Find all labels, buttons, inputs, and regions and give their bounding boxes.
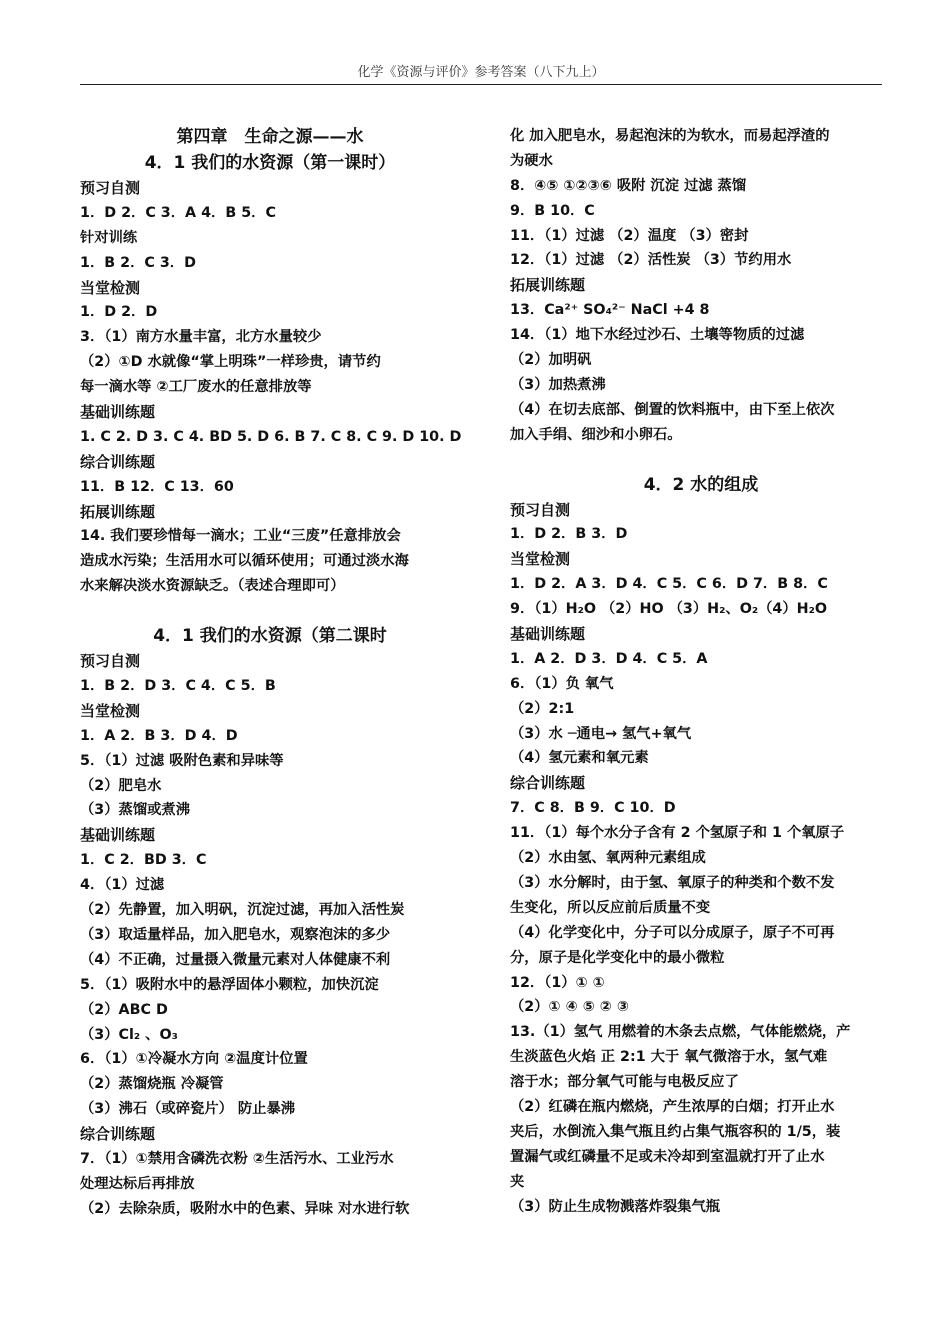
answer-line: 1．D 2．D	[80, 304, 158, 321]
subsection-heading: 预习自测	[80, 652, 141, 671]
answer-line: （3）取适量样品，加入肥皂水，观察泡沫的多少	[80, 926, 391, 943]
answer-line: 夹	[510, 1173, 525, 1190]
answer-line: 置漏气或红磷量不足或未冷却到室温就打开了止水	[510, 1148, 825, 1165]
section-title: 4．1 我们的水资源（第二课时	[153, 626, 387, 647]
answer-line: 11．（1）过滤 （2）温度 （3）密封	[510, 227, 749, 244]
answer-line: （2）肥皂水	[80, 777, 162, 794]
answer-line: 针对训练	[80, 229, 138, 246]
answer-line: （2）①D 水就像“掌上明珠”一样珍贵，请节约	[80, 354, 381, 371]
answer-line: 1．C 2．BD 3．C	[80, 852, 207, 869]
answer-line: 1．B 2．C 3．D	[80, 254, 196, 271]
subsection-heading: 基础训练题	[80, 826, 156, 845]
answer-line: 1．D 2．B 3．D	[510, 526, 628, 543]
answer-line: 夹后，水倒流入集气瓶且约占集气瓶容积的 1/5，装	[510, 1123, 841, 1140]
subsection-heading: 预习自测	[510, 500, 571, 519]
answer-line: （4）氢元素和氧元素	[510, 750, 649, 767]
answer-line: （3）防止生成物溅落炸裂集气瓶	[510, 1198, 721, 1215]
answer-line: （2）2:1	[510, 700, 575, 717]
answer-line: （2）加明矾	[510, 352, 592, 369]
answer-line: 5．（1）吸附水中的悬浮固体小颗粒，加快沉淀	[80, 976, 379, 993]
subsection-heading: 综合训练题	[80, 452, 156, 471]
answer-line: 12．（1）过滤 （2）活性炭 （3）节约用水	[510, 252, 792, 269]
answer-line: （3）水 ─通电→ 氢气+氧气	[510, 725, 692, 742]
answer-line: 11．（1）每个水分子含有 2 个氢原子和 1 个氧原子	[510, 825, 845, 842]
answer-line: 每一滴水等 ②工厂废水的任意排放等	[80, 379, 312, 396]
spacer	[510, 448, 892, 472]
answer-line: 13.（1）氢气 用燃着的木条去点燃，气体能燃烧，产	[510, 1024, 851, 1041]
answer-line: 3．（1）南方水量丰富，北方水量较少	[80, 329, 322, 346]
answer-line: 7．C 8．B 9．C 10．D	[510, 800, 676, 817]
answer-line: 为硬水	[510, 152, 553, 169]
answer-line: 生淡蓝色火焰 正 2:1 大于 氧气微溶于水，氢气难	[510, 1049, 828, 1066]
answer-line: 生变化，所以反应前后质量不变	[510, 899, 711, 916]
answer-line: 13．Ca²⁺ SO₄²⁻ NaCl +4 8	[510, 302, 710, 319]
answer-line: 14. 我们要珍惜每一滴水；工业“三废”任意排放会	[80, 528, 401, 545]
answer-line: （2）蒸馏烧瓶 冷凝管	[80, 1076, 224, 1093]
answer-line: 7．（1）①禁用含磷洗衣粉 ②生活污水、工业污水	[80, 1150, 394, 1167]
answer-line: 12．（1）① ①	[510, 974, 605, 991]
answer-line: （2）ABC D	[80, 1001, 168, 1018]
answer-line: 11．B 12．C 13．60	[80, 478, 234, 495]
subsection-heading: 预习自测	[80, 179, 141, 197]
answer-line: （2）先静置，加入明矾，沉淀过滤，再加入活性炭	[80, 902, 405, 919]
answer-line: 9．B 10．C	[510, 202, 595, 219]
subsection-heading: 基础训练题	[80, 403, 156, 422]
subsection-heading: 综合训练题	[80, 1125, 156, 1144]
answer-line: （3）沸石（或碎瓷片） 防止暴沸	[80, 1101, 296, 1118]
answer-line: 化 加入肥皂水，易起泡沫的为软水，而易起浮渣的	[510, 128, 830, 144]
answer-line: 分，原子是化学变化中的最小微粒	[510, 949, 725, 966]
subsection-heading: 当堂检测	[80, 701, 141, 720]
answer-line: 加入手绢、细沙和小卵石。	[510, 426, 682, 443]
right-column	[510, 124, 892, 1219]
answer-line: 水来解决淡水资源缺乏。（表述合理即可）	[80, 578, 345, 595]
spacer	[80, 599, 460, 623]
answer-line: 1．B 2．D 3．C 4．C 5．B	[80, 678, 276, 695]
section-title: 4．1 我们的水资源（第一课时）	[144, 153, 396, 173]
answer-line: 1．D 2．A 3．D 4．C 5．C 6．D 7．B 8．C	[510, 576, 828, 593]
answer-line: 溶于水；部分氧气可能与电极反应了	[510, 1074, 739, 1091]
subsection-heading: 基础训练题	[510, 625, 586, 644]
section-title: 4．2 水的组成	[643, 474, 759, 495]
answer-line: （4）不正确，过量摄入微量元素对人体健康不利	[80, 951, 391, 968]
answer-line: 1．A 2．D 3．D 4．C 5．A	[510, 650, 708, 667]
subsection-heading: 综合训练题	[510, 774, 586, 793]
answer-line: 造成水污染；生活用水可以循环使用；可通过淡水海	[80, 553, 409, 570]
subsection-heading: 拓展训练题	[80, 502, 156, 521]
subsection-heading: 拓展训练题	[510, 276, 586, 295]
answer-line: （4）化学变化中，分子可以分成原子，原子不可再	[510, 924, 835, 941]
subsection-heading: 当堂检测	[510, 550, 571, 569]
answer-line: 6．（1）①冷凝水方向 ②温度计位置	[80, 1051, 308, 1068]
answer-line: 4．（1）过滤	[80, 877, 165, 894]
answer-line: （3）蒸馏或煮沸	[80, 802, 191, 819]
subsection-heading: 当堂检测	[80, 278, 141, 297]
left-column	[80, 124, 460, 1222]
answer-line: 1．A 2．B 3．D 4．D	[80, 727, 238, 744]
answer-line: 处理达标后再排放	[80, 1175, 195, 1192]
answer-line: （3）水分解时，由于氢、氧原子的种类和个数不发	[510, 874, 835, 891]
answer-line: （2）水由氢、氧两种元素组成	[510, 850, 706, 867]
answer-line: 1．D 2．C 3．A 4．B 5．C	[80, 204, 276, 221]
answer-line: （3）Cl₂ 、O₃	[80, 1026, 178, 1043]
section-title: 第四章 生命之源——水	[176, 127, 364, 147]
answer-line: （2）去除杂质，吸附水中的色素、异味 对水进行软	[80, 1200, 410, 1217]
answer-line: 5．（1）过滤 吸附色素和异味等	[80, 752, 284, 769]
page-header: 化学《资源与评价》参考答案（八下九上）	[80, 62, 882, 85]
answer-line: 14．（1）地下水经过沙石、土壤等物质的过滤	[510, 327, 805, 344]
answer-line: （2）红磷在瓶内燃烧，产生浓厚的白烟；打开止水	[510, 1098, 835, 1115]
answer-line: （3）加热煮沸	[510, 376, 606, 393]
answer-line: （4）在切去底部、倒置的饮料瓶中，由下至上依次	[510, 401, 835, 418]
answer-line: 1. C 2. D 3. C 4. BD 5. D 6. B 7. C 8. C 9. D 10. D	[80, 428, 462, 445]
answer-line: 6．（1）负 氧气	[510, 675, 614, 692]
answer-line: （2）① ④ ⑤ ② ③	[510, 999, 629, 1016]
answer-line: 8．④⑤ ①②③⑥ 吸附 沉淀 过滤 蒸馏	[510, 177, 747, 194]
answer-line: 9．（1）H₂O （2）HO （3）H₂、O₂（4）H₂O	[510, 601, 828, 618]
